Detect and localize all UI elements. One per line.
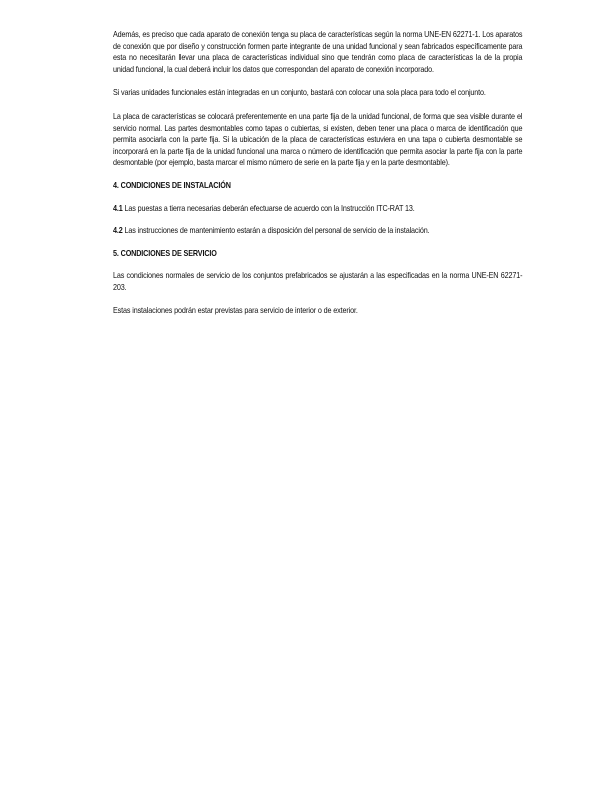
item-4-2 [113, 225, 522, 237]
section-5-heading: 5. CONDICIONES DE SERVICIO [113, 247, 217, 258]
document-page [113, 29, 523, 316]
paragraph-service-conditions: Las condiciones normales de servicio de los conjuntos prefabricados se ajustarán a las especificadas en la norma UNE-EN 62271-203. [113, 270, 523, 292]
item-4-2-text: Las instrucciones de mantenimiento estarán a disposición del personal de servicio de la instalación. [122, 225, 430, 236]
paragraph-nameplate-requirement: Además, es preciso que cada aparato de conexión tenga su placa de características según la norma UNE-EN 62271-1. Los aparatos de conexión que por diseño y construcción formen parte integrante de una unidad funcional y sean fabricados específicamente para esta no necesitarán llevar una placa de características individual sino que tendrán como placa de características la de la propia unidad funcional, la cual deberá incluir los datos que correspondan del aparato de conexión incorporado. [113, 29, 523, 74]
item-4-1 [113, 203, 522, 215]
paragraph-indoor-outdoor: Estas instalaciones podrán estar previstas para servicio de interior o de exterior. [113, 304, 358, 315]
paragraph-single-plate: Si varias unidades funcionales están integradas en un conjunto, bastará con colocar una sola placa para todo el conjunto. [113, 87, 486, 98]
item-4-1-number: 4.1 [113, 202, 123, 213]
section-4-heading: 4. CONDICIONES DE INSTALACIÓN [113, 179, 231, 190]
paragraph-plate-location: La placa de características se colocará preferentemente en una parte fija de la unidad funcional, de forma que sea visible durante el servicio normal. Las partes desmontables como tapas o cubiertas, si existen, deben tener una placa o marca de identificación que permita asociarla con la parte fija. Si la ubicación de la placa de características estuviera en una tapa o cubierta desmontable se incorporará en la parte fija de la unidad funcional una marca o número de identificación que permita asociar la parte fija con la parte desmontable (por ejemplo, basta marcar el mismo número de serie en la parte fija y en la parte desmontable). [113, 110, 523, 168]
item-4-2-number: 4.2 [113, 225, 123, 236]
item-4-1-text: Las puestas a tierra necesarias deberán efectuarse de acuerdo con la Instrucción ITC-RAT 13. [122, 202, 415, 213]
